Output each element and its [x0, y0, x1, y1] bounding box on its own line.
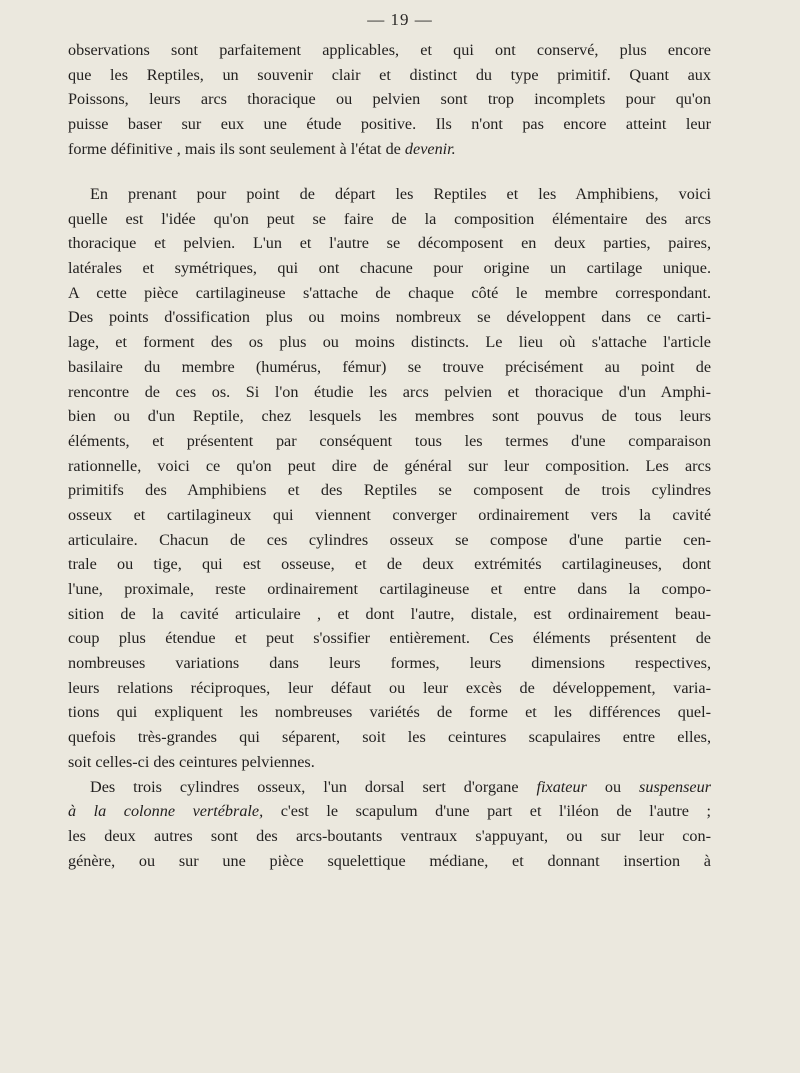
text-line: que les Reptiles, un souvenir clair et distinct du type primitif. Quant aux	[68, 65, 711, 84]
text-line: tions qui expliquent les nombreuses variétés de forme et les différences quel-	[68, 703, 711, 722]
text-line: En prenant pour point de départ les Reptiles et les Amphibiens, voici	[90, 185, 711, 203]
text-line: l'une, proximale, reste ordinairement cartilagineuse et entre dans la compo-	[68, 580, 711, 598]
italic-term: fixateur	[536, 777, 587, 796]
text-line	[68, 137, 711, 162]
text-line: puisse baser sur eux une étude positive. Ils n'ont pas encore atteint leur	[68, 115, 711, 134]
paragraph-2	[68, 182, 711, 873]
text-line: quelle est l'idée qu'on peut se faire de la composition élémentaire des arcs	[68, 209, 711, 228]
text-line: bien ou d'un Reptile, chez lesquels les membres sont pouvus de tous leurs	[68, 407, 711, 426]
text-line: rationnelle, voici ce qu'on peut dire de général sur leur composition. Les arcs	[68, 456, 711, 475]
text-line: génère, ou sur une pièce squelettique médiane, et donnant insertion à	[68, 851, 711, 870]
text-line: osseux et cartilagineux qui viennent converger ordinairement vers la cavité	[68, 505, 711, 524]
text-line: lage, et forment des os plus ou moins distincts. Le lieu où s'attache l'article	[68, 333, 711, 352]
text-line: latérales et symétriques, qui ont chacune pour origine un cartilage unique.	[68, 259, 711, 278]
italic-term: devenir.	[404, 139, 456, 158]
text-line: les deux autres sont des arcs-boutants ventraux s'appuyant, ou sur leur con-	[68, 826, 711, 845]
text-segment: c'est le scapulum d'une part et l'iléon de l'autre ;	[263, 802, 711, 821]
text-line: basilaire du membre (humérus, fémur) se trouve précisément au point de	[68, 357, 711, 376]
text-line: articulaire. Chacun de ces cylindres osseux se compose d'une partie cen-	[68, 530, 711, 549]
paragraph-1	[68, 38, 711, 161]
text-line: Poissons, leurs arcs thoracique ou pelvien sont trop incomplets pour qu'on	[68, 90, 711, 109]
text-line: thoracique et pelvien. L'un et l'autre se décomposent en deux parties, paires,	[68, 234, 711, 253]
text-segment: ou	[586, 777, 640, 796]
text-line: Des points d'ossification plus ou moins nombreux se développent dans ce carti-	[68, 308, 711, 327]
text-line: rencontre de ces os. Si l'on étudie les arcs pelvien et thoracique d'un Amphi-	[68, 382, 711, 401]
page-number: — 19 —	[367, 10, 433, 29]
text-line: éléments, et présentent par conséquent tous les termes d'une comparaison	[68, 431, 711, 450]
italic-term: suspenseur	[639, 777, 711, 796]
text-line: nombreuses variations dans leurs formes, leurs dimensions respectives,	[68, 654, 711, 673]
text-segment: Des trois cylindres osseux, l'un dorsal sert d'organe	[90, 777, 537, 796]
text-line: leurs relations réciproques, leur défaut ou leur excès de développement, varia-	[68, 678, 711, 697]
text-line: sition de la cavité articulaire , et dont l'autre, distale, est ordinairement beau-	[68, 604, 711, 623]
text-line: coup plus étendue et peut s'ossifier entièrement. Ces éléments présentent de	[68, 629, 711, 648]
text-line	[68, 775, 711, 800]
text-line: trale ou tige, qui est osseuse, et de deux extrémités cartilagineuses, dont	[68, 555, 711, 574]
text-line: primitifs des Amphibiens et des Reptiles se composent de trois cylindres	[68, 481, 711, 500]
text-line: soit celles-ci des ceintures pelviennes.	[68, 752, 315, 771]
italic-term: à la colonne vertébrale,	[68, 802, 264, 821]
text-segment: forme définitive , mais ils sont seulement à l'état de	[68, 139, 405, 158]
text-line: quefois très-grandes qui séparent, soit les ceintures scapulaires entre elles,	[68, 728, 711, 747]
text-line: A cette pièce cartilagineuse s'attache de chaque côté le membre correspondant.	[68, 283, 711, 302]
text-line: observations sont parfaitement applicables, et qui ont conservé, plus encore	[68, 41, 711, 59]
text-line	[68, 799, 711, 824]
